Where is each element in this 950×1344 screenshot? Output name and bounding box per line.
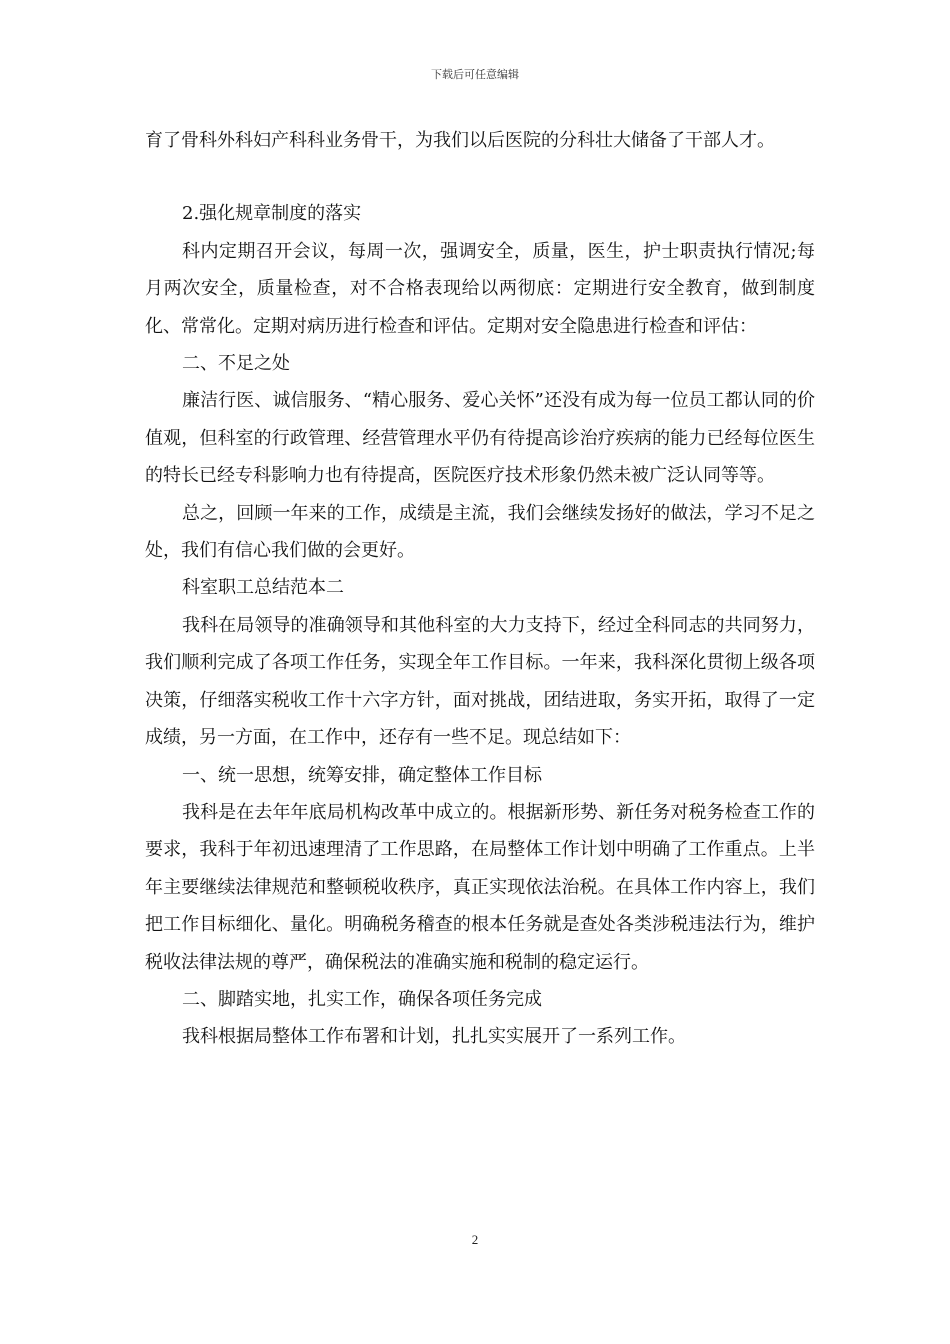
paragraph-unify-thinking: 我科是在去年年底局机构改革中成立的。根据新形势、新任务对税务检查工作的要求，我科于年初迅速理清了工作思路，在局整体工作计划中明确了工作重点。上半年主要继续法律规范和整顿税收秩序，真正实现依法治税。在具体工作内容上，我们把工作目标细化、量化。明确税务稽查的根本任务就是查处各类涉税违法行为，维护税收法律法规的尊严，确保税法的准确实施和税制的稳定运行。: [145, 801, 815, 973]
section-heading-sample-two: 科室职工总结范本二: [182, 577, 344, 599]
paragraph-sample-two-intro: 我科在局领导的准确领导和其他科室的大力支持下，经过全科同志的共同努力，我们顺利完成了各项工作任务，实现全年工作目标。一年来，我科深化贯彻上级各项决策，仔细落实税收工作十六字方针，面对挑战，团结进取，务实开拓，取得了一定成绩，另一方面，在工作中，还存有一些不足。现总结如下：: [145, 614, 815, 749]
paragraph-spacer: [145, 159, 815, 195]
page-number: 2: [471, 1232, 479, 1247]
section-heading-rules: 2.强化规章制度的落实: [182, 203, 362, 225]
section-heading-shortcomings: 二、不足之处: [182, 353, 290, 375]
paragraph-shortcomings: 廉洁行医、诚信服务、“精心服务、爱心关怀”还没有成为每一位员工都认同的价值观，但科室的行政管理、经营管理水平仍有待提高诊治疗疾病的能力已经每位医生的特长已经专科影响力也有待提高，医院医疗技术形象仍然未被广泛认同等等。: [145, 390, 815, 487]
paragraph-conclusion: 总之，回顾一年来的工作，成绩是主流，我们会继续发扬好的做法，学习不足之处，我们有信心我们做的会更好。: [145, 502, 815, 562]
page-header-note: 下载后可任意编辑: [431, 68, 519, 81]
paragraph-continuation: 育了骨科外科妇产科科业务骨干，为我们以后医院的分科壮大储备了干部人才。: [145, 130, 775, 151]
section-heading-practical-work: 二、脚踏实地，扎实工作，确保各项任务完成: [182, 988, 542, 1010]
section-heading-unify-thinking: 一、统一思想，统筹安排，确定整体工作目标: [182, 764, 542, 786]
paragraph-practical-work: 我科根据局整体工作布署和计划，扎扎实实展开了一系列工作。: [182, 1026, 686, 1048]
document-body: [145, 122, 815, 1056]
paragraph-rules: 科内定期召开会议，每周一次，强调安全，质量，医生，护士职责执行情况;每月两次安全，质量检查，对不合格表现给以两彻底：定期进行安全教育，做到制度化、常常化。定期对病历进行检查和评估。定期对安全隐患进行检查和评估：: [145, 240, 815, 337]
